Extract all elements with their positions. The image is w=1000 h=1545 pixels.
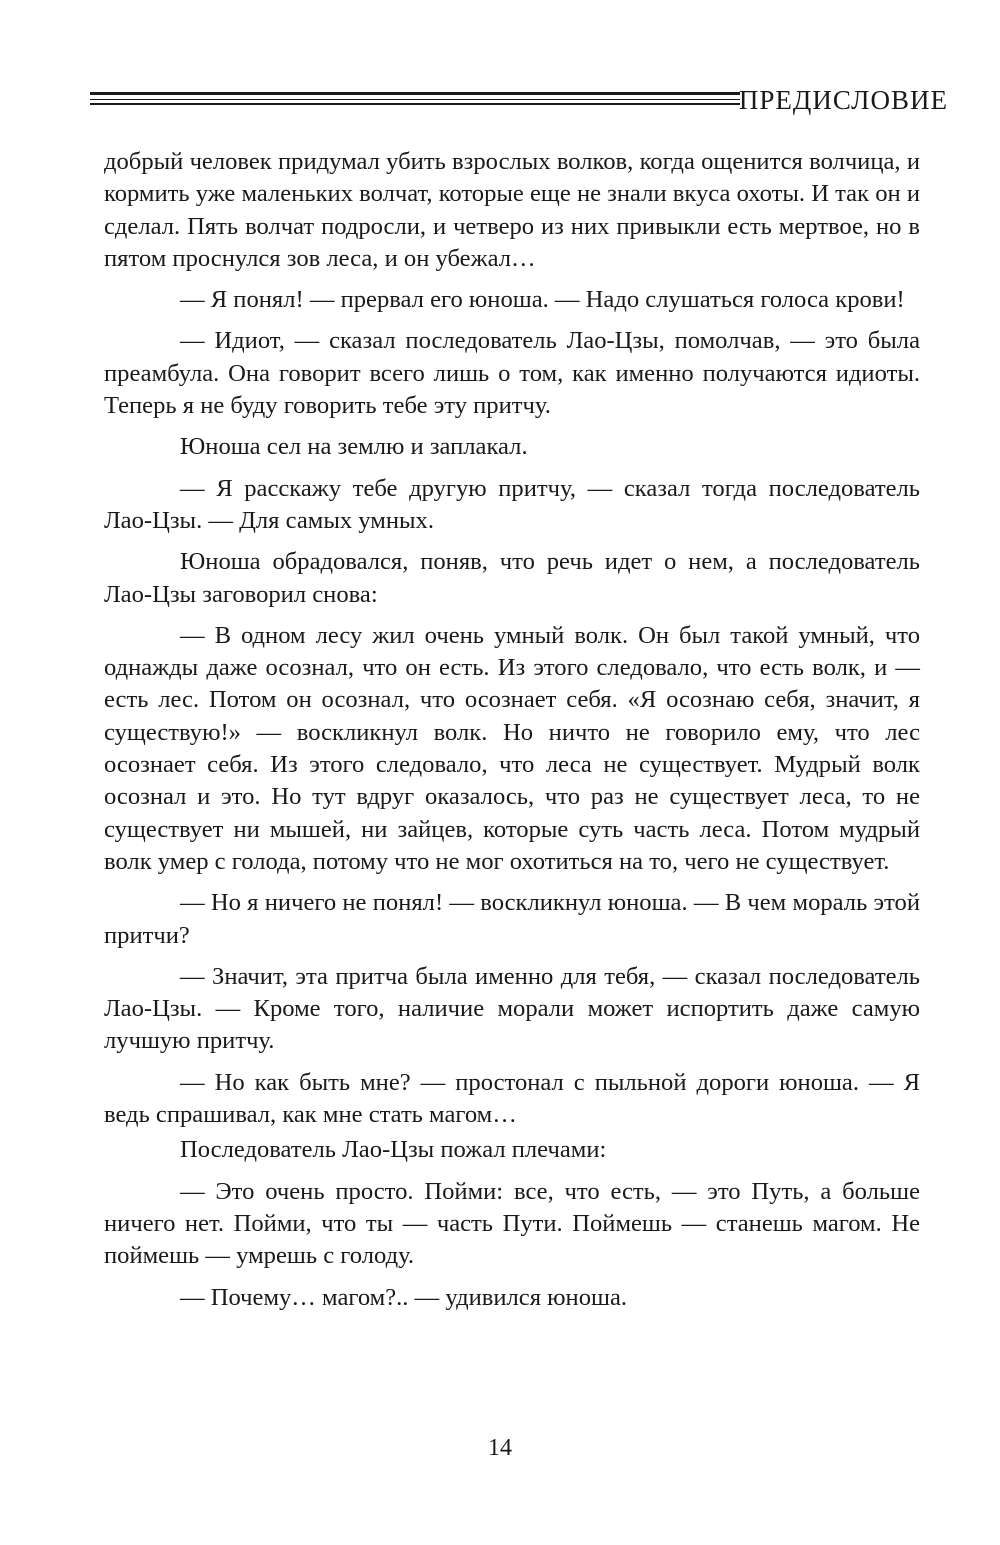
paragraph-12: — Это очень просто. Пойми: все, что есть, — это Путь, а больше ничего нет. Пойми, что ты — часть Пути. Поймешь — станешь магом. Не поймешь — умрешь с голоду. (104, 1177, 920, 1270)
paragraph-3: — Идиот, — сказал последователь Лао-Цзы, помолчав, — это была преамбула. Она говорит всего лишь о том, как именно получаются идиоты. Теперь я не буду говорить тебе эту притчу. (104, 327, 920, 420)
paragraph-6: Юноша обрадовался, поняв, что речь идет о нем, а последователь Лао-Цзы заговорил снова: (104, 548, 920, 608)
paragraph-5: — Я расскажу тебе другую притчу, — сказал тогда последователь Лао-Цзы. — Для самых умных. (104, 474, 920, 534)
header-decorative-rules (90, 92, 740, 108)
header-rule-medium (90, 103, 740, 105)
paragraph-1: добрый человек придумал убить взрослых волков, когда ощенится волчица, и кормить уже маленьких волчат, которые еще не знали вкуса охоты. И так он и сделал. Пять волчат подросли, и четверо из них привыкли есть мертвое, но в пятом проснулся зов леса, и он убежал… (104, 148, 920, 272)
chapter-title: ПРЕДИСЛОВИЕ (738, 85, 948, 115)
running-header (90, 82, 948, 122)
page-number: 14 (488, 1435, 512, 1461)
header-rule-thick (90, 92, 740, 95)
paragraph-13: — Почему… магом?.. — удивился юноша. (180, 1283, 628, 1311)
paragraph-11: Последователь Лао-Цзы пожал плечами: (180, 1136, 607, 1164)
paragraph-2: — Я понял! — прервал его юноша. — Надо слушаться голоса крови! (180, 286, 905, 314)
paragraph-9: — Значит, эта притча была именно для тебя, — сказал последователь Лао-Цзы. — Кроме того, наличие морали может испортить даже самую лучшую притчу. (104, 962, 920, 1055)
paragraph-8: — Но я ничего не понял! — воскликнул юноша. — В чем мораль этой притчи? (104, 889, 920, 949)
header-rule-thin (90, 99, 740, 100)
page-body (104, 146, 920, 1323)
paragraph-4: Юноша сел на землю и заплакал. (180, 433, 528, 461)
paragraph-10: — Но как быть мне? — простонал с пыльной дороги юноша. — Я ведь спрашивал, как мне стать магом… (104, 1068, 920, 1129)
paragraph-7: — В одном лесу жил очень умный волк. Он был такой умный, что однажды даже осознал, что он есть. Из этого следовало, что есть волк, и — есть лес. Потом он осознал, что осознает себя. «Я осознаю себя, значит, я существую!» — воскликнул волк. Но ничто не говорило ему, что лес осознает себя. Из этого следовало, что леса не существует. Мудрый волк осознал и это. Но тут вдруг оказалось, что раз не существует леса, то не существует ни мышей, ни зайцев, которые суть часть леса. Потом мудрый волк умер с голода, потому что не мог охотиться на то, чего не существует. (104, 621, 920, 875)
